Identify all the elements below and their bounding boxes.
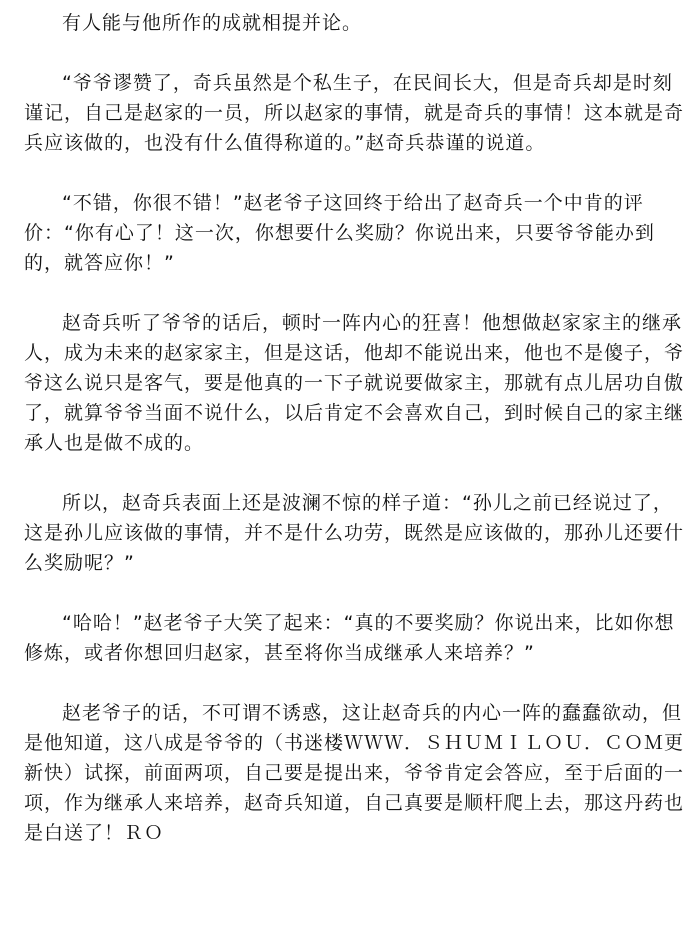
paragraph-gap (24, 458, 684, 488)
paragraph-6: “哈哈！”赵老爷子大笑了起来：“真的不要奖励？你说出来，比如你想修炼，或者你想回归赵家，甚至将你当成继承人来培养？” (24, 612, 675, 664)
paragraph-1: 有人能与他所作的成就相提并论。 (62, 12, 363, 34)
paragraph-4: 赵奇兵听了爷爷的话后，顿时一阵内心的狂喜！他想做赵家家主的继承人，成为未来的赵家家主，但是这话，他却不能说出来，他也不是傻子，爷爷这么说只是客气，要是他真的一下子就说要做家主，那就有点儿居功自傲了，就算爷爷当面不说什么，以后肯定不会喜欢自己，到时候自己的家主继承人也是做不成的。 (24, 312, 685, 454)
paragraph-gap (24, 38, 684, 68)
paragraph-gap (24, 668, 684, 698)
paragraph-5: 所以，赵奇兵表面上还是波澜不惊的样子道：“孙儿之前已经说过了，这是孙儿应该做的事情，并不是什么功劳，既然是应该做的，那孙儿还要什么奖励呢？” (24, 492, 685, 574)
paragraph-7: 赵老爷子的话，不可谓不诱惑，这让赵奇兵的内心一阵的蠢蠢欲动，但是他知道，这八成是爷爷的（书迷楼ＷＷＷ．ＳＨＵＭＩＬＯＵ．ＣＯＭ更新快）试探，前面两项，自己要是提出来，爷爷肯定会答应，至于后面的一项，作为继承人来培养，赵奇兵知道，自己真要是顺杆爬上去，那这丹药也是白送了！ＲＯ (24, 702, 685, 844)
paragraph-gap (24, 158, 684, 188)
paragraph-3: “不错，你很不错！”赵老爷子这回终于给出了赵奇兵一个中肯的评价：“你有心了！这一次，你想要什么奖励？你说出来，只要爷爷能办到的，就答应你！” (24, 192, 655, 274)
paragraph-gap (24, 278, 684, 308)
paragraph-2: “爷爷谬赞了，奇兵虽然是个私生子，在民间长大，但是奇兵却是时刻谨记，自己是赵家的一员，所以赵家的事情，就是奇兵的事情！这本就是奇兵应该做的，也没有什么值得称道的。”赵奇兵恭谨的说道。 (24, 72, 685, 154)
paragraph-gap (24, 578, 684, 608)
